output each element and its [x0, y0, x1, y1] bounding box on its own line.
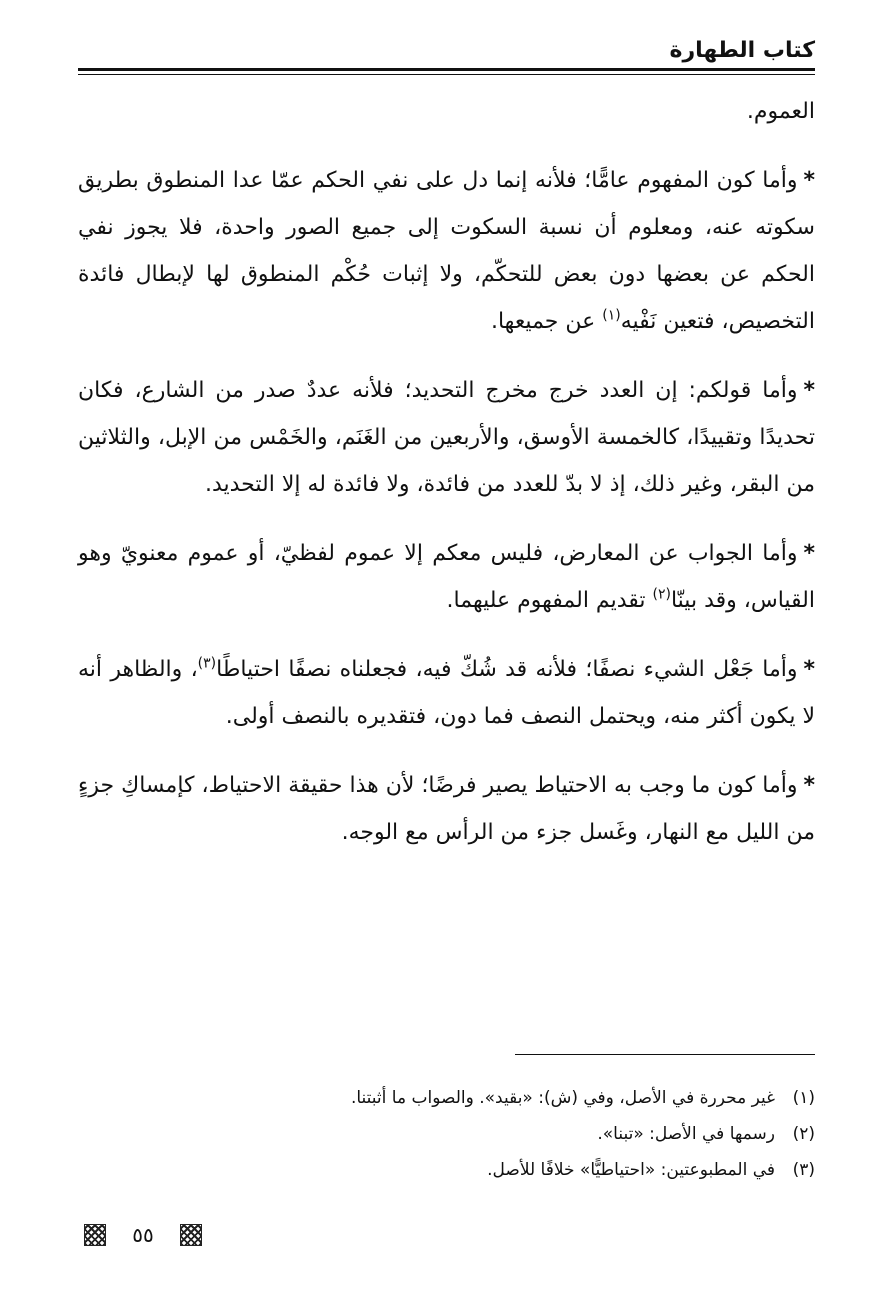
- footnote-ref[interactable]: (٢): [652, 586, 671, 603]
- footnote-text: في المطبوعتين: «احتياطيًّا» خلافًا للأصل.: [487, 1160, 775, 1180]
- asterisk-marker: *: [803, 657, 815, 682]
- footnote-ref[interactable]: (١): [602, 307, 621, 324]
- paragraph-tail: ، والظاهر أنه لا يكون أكثر منه، ويحتمل النصف فما دون، فتقديره بالنصف أولى.: [78, 657, 815, 729]
- footnote-text: رسمها في الأصل: «تبنا».: [597, 1124, 775, 1144]
- ornament-icon: [180, 1224, 202, 1246]
- paragraph: [78, 762, 815, 856]
- paragraph-text: وأما جَعْل الشيء نصفًا؛ فلأنه قد شُكّ فيه، فجعلناه نصفًا احتياطًا: [216, 657, 798, 682]
- footnote-item: [78, 1152, 815, 1188]
- footnotes: [78, 1080, 815, 1188]
- paragraph-text: وأما الجواب عن المعارض، فليس معكم إلا عموم لفظيّ، أو عموم معنويّ وهو القياس، وقد بينّا: [78, 541, 815, 613]
- header-rule-thick: [78, 68, 815, 71]
- asterisk-marker: *: [803, 541, 815, 566]
- page-number: ٥٥: [132, 1223, 154, 1247]
- paragraph: [78, 157, 815, 345]
- footnote-ref[interactable]: (٣): [197, 655, 217, 672]
- running-header-title: كتاب الطهارة: [669, 38, 815, 63]
- footnote-text: غير محررة في الأصل، وفي (ش): «بقيد». والصواب ما أثبتنا.: [350, 1088, 775, 1108]
- ornament-icon: [84, 1224, 106, 1246]
- footnote-number: (٢): [792, 1124, 815, 1144]
- paragraph: [78, 530, 815, 624]
- paragraph-continuation: [78, 88, 815, 135]
- paragraph-text: وأما كون المفهوم عامًّا؛ فلأنه إنما دل على نفي الحكم عمّا عدا المنطوق بطريق سكوته عنه، ومعلوم أن نسبة السكوت إلى جميع الصور واحدة، فلا يجوز نفي الحكم عن بعضها دون بعض للتحكّم، ولا إثبات حُكْم المنطوق لها لإبطال فائدة التخصيص، فتعين نَفْيه: [78, 168, 815, 334]
- asterisk-marker: *: [803, 378, 815, 403]
- page-folio: [84, 1222, 202, 1248]
- footnote-item: [78, 1080, 815, 1116]
- asterisk-marker: *: [803, 773, 815, 798]
- body-text: [78, 88, 815, 878]
- paragraph-tail: عن جميعها.: [490, 309, 603, 334]
- paragraph-text: العموم.: [746, 99, 815, 124]
- paragraph-text: وأما قولكم: إن العدد خرج مخرج التحديد؛ فلأنه عددٌ صدر من الشارع، فكان تحديدًا وتقييدًا، كالخمسة الأوسق، والأربعين من الغَنَم، والخَمْس من الإبل، والثلاثين من البقر، وغير ذلك، إذ لا بدّ للعدد من فائدة، ولا فائدة له إلا التحديد.: [78, 378, 815, 497]
- asterisk-marker: *: [803, 168, 815, 193]
- header-rule-thin: [78, 74, 815, 75]
- footnote-separator: [515, 1054, 815, 1055]
- footnote-item: [78, 1116, 815, 1152]
- paragraph: [78, 646, 815, 740]
- footnote-number: (٣): [792, 1160, 815, 1180]
- footnote-number: (١): [792, 1088, 815, 1108]
- paragraph-text: وأما كون ما وجب به الاحتياط يصير فرضًا؛ لأن هذا حقيقة الاحتياط، كإمساكِ جزءٍ من الليل مع النهار، وغَسل جزء من الرأس مع الوجه.: [78, 773, 815, 845]
- paragraph-tail: تقديم المفهوم عليهما.: [446, 588, 653, 613]
- paragraph: [78, 367, 815, 508]
